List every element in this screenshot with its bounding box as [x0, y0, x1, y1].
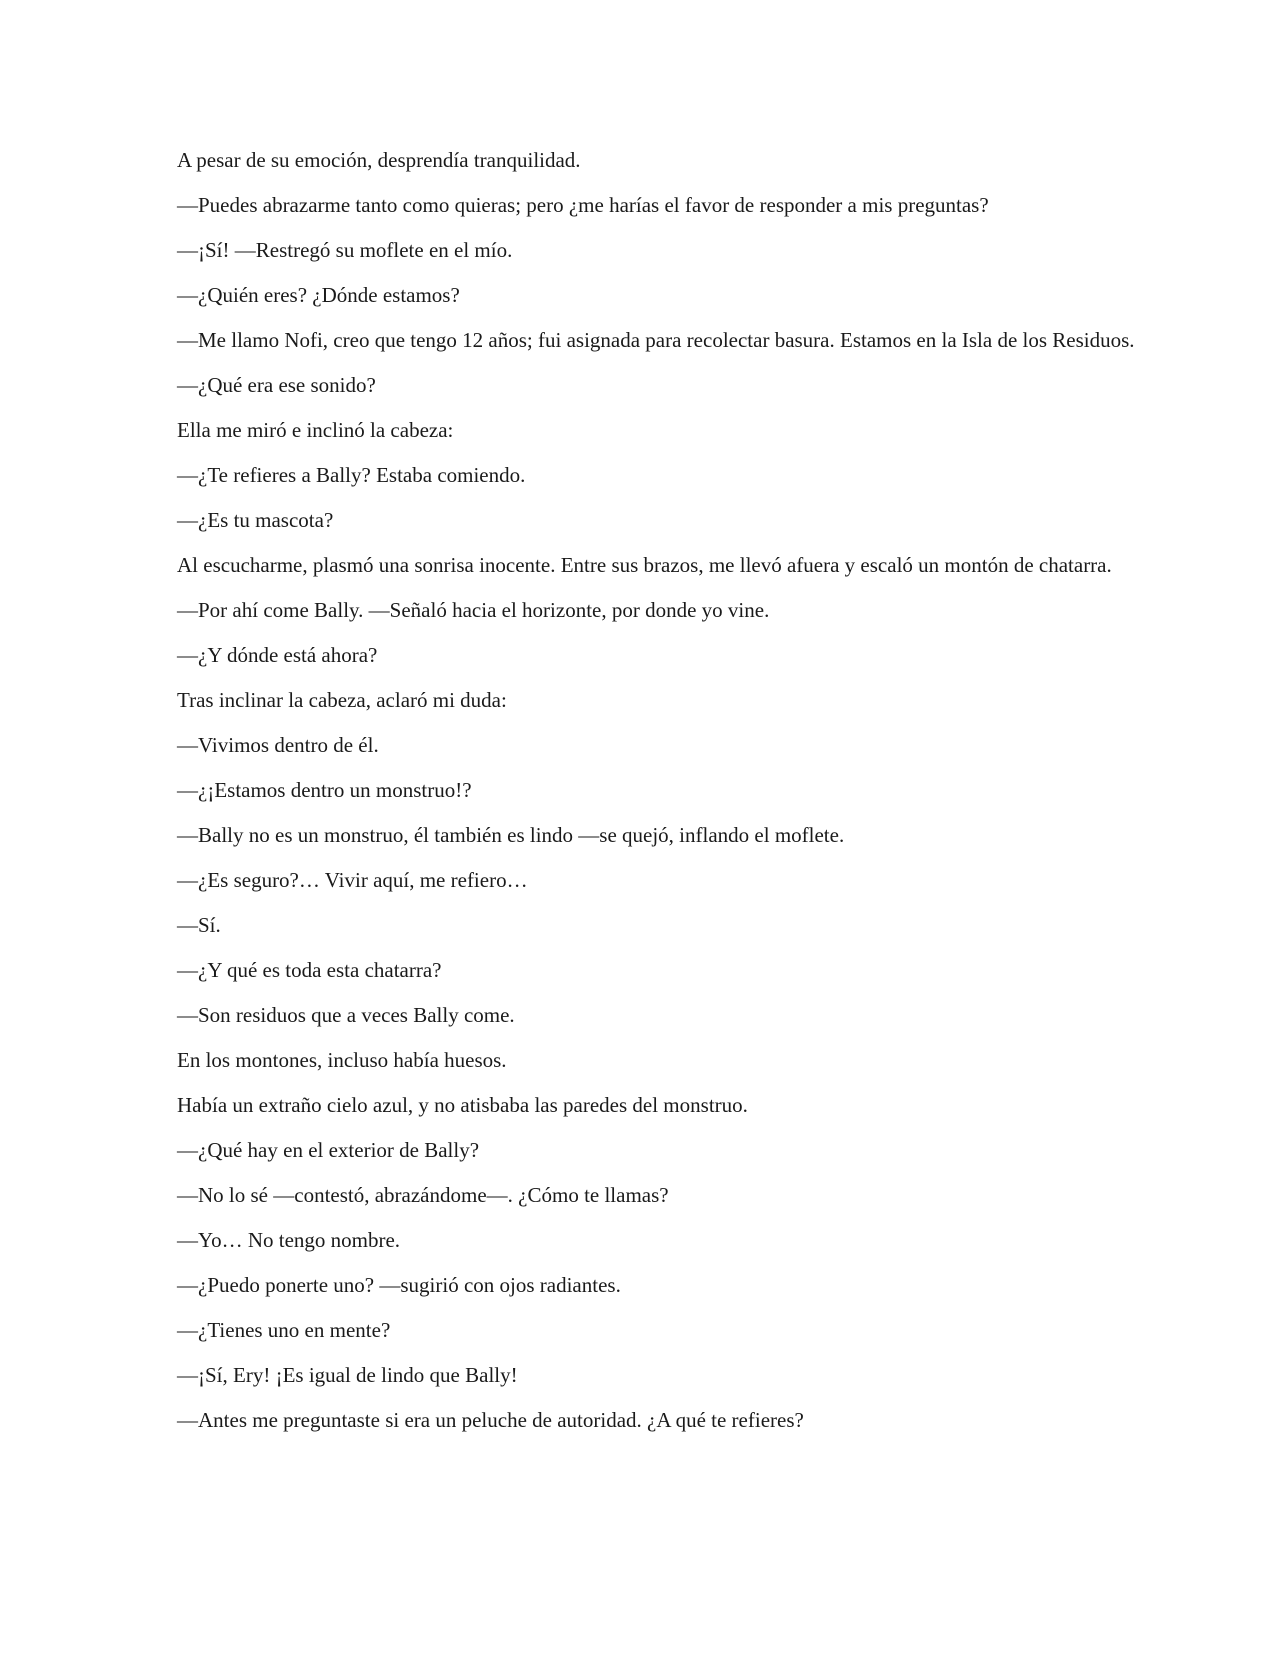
paragraph: —Me llamo Nofi, creo que tengo 12 años; fui asignada para recolectar basura. Estamos en la Isla de los Residuos.	[177, 328, 1135, 352]
paragraph: —¿Tienes uno en mente?	[177, 1318, 391, 1342]
paragraph: —Antes me preguntaste si era un peluche de autoridad. ¿A qué te refieres?	[177, 1408, 804, 1432]
paragraph: A pesar de su emoción, desprendía tranquilidad.	[177, 148, 581, 172]
paragraph: —¿Puedo ponerte uno? —sugirió con ojos radiantes.	[177, 1273, 621, 1297]
paragraph: —¿Y qué es toda esta chatarra?	[177, 958, 442, 982]
paragraph: Había un extraño cielo azul, y no atisbaba las paredes del monstruo.	[177, 1093, 748, 1117]
paragraph: —No lo sé —contestó, abrazándome—. ¿Cómo te llamas?	[177, 1183, 669, 1207]
paragraph: —¿Quién eres? ¿Dónde estamos?	[177, 283, 460, 307]
document-page	[177, 146, 1137, 1451]
paragraph: Ella me miró e inclinó la cabeza:	[177, 418, 454, 442]
paragraph: —Por ahí come Bally. —Señaló hacia el horizonte, por donde yo vine.	[177, 598, 770, 622]
paragraph: Tras inclinar la cabeza, aclaró mi duda:	[177, 688, 507, 712]
paragraph: —Puedes abrazarme tanto como quieras; pero ¿me harías el favor de responder a mis preguntas?	[177, 193, 989, 217]
paragraph: —¿Es seguro?… Vivir aquí, me refiero…	[177, 868, 528, 892]
paragraph: —Vivimos dentro de él.	[177, 733, 379, 757]
paragraph: —¿Qué hay en el exterior de Bally?	[177, 1138, 480, 1162]
paragraph: —Son residuos que a veces Bally come.	[177, 1003, 515, 1027]
paragraph: —¿¡Estamos dentro un monstruo!?	[177, 778, 472, 802]
paragraph: —¿Te refieres a Bally? Estaba comiendo.	[177, 463, 526, 487]
paragraph: —¿Qué era ese sonido?	[177, 373, 376, 397]
paragraph: —¿Y dónde está ahora?	[177, 643, 378, 667]
paragraph: —Sí.	[177, 913, 221, 937]
paragraph: —Bally no es un monstruo, él también es lindo —se quejó, inflando el moflete.	[177, 823, 845, 847]
paragraph: —Yo… No tengo nombre.	[177, 1228, 401, 1252]
paragraph: Al escucharme, plasmó una sonrisa inocente. Entre sus brazos, me llevó afuera y escaló un montón de chatarra.	[177, 553, 1112, 577]
paragraph: —¿Es tu mascota?	[177, 508, 334, 532]
paragraph: —¡Sí! —Restregó su moflete en el mío.	[177, 238, 513, 262]
paragraph: En los montones, incluso había huesos.	[177, 1048, 507, 1072]
paragraph: —¡Sí, Ery! ¡Es igual de lindo que Bally!	[177, 1363, 518, 1387]
